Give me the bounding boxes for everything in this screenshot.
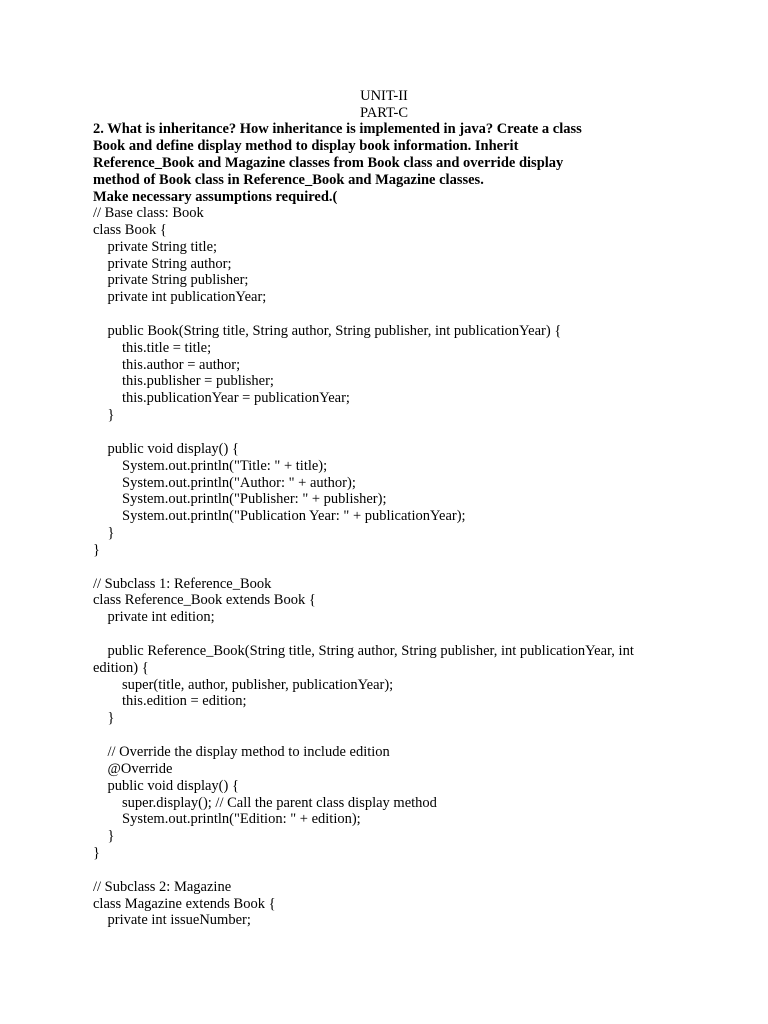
code-line: System.out.println("Edition: " + edition); (93, 811, 361, 828)
code-line (93, 306, 693, 323)
code-line: public void display() { (93, 777, 239, 794)
code-line: // Base class: Book (93, 205, 204, 221)
code-line (93, 727, 693, 744)
code-line: System.out.println("Publisher: " + publisher); (93, 491, 387, 508)
code-line: public Reference_Book(String title, String author, String publisher, int publicationYear, int (93, 642, 634, 659)
code-line: this.edition = edition; (93, 693, 247, 710)
part-heading: PART-C (359, 105, 409, 121)
code-line: System.out.println("Title: " + title); (93, 457, 328, 474)
code-line: } (93, 525, 115, 542)
code-line: // Override the display method to include edition (93, 744, 390, 760)
code-line: System.out.println("Author: " + author); (93, 474, 356, 491)
code-line: @Override (93, 760, 173, 777)
question-line: Book and define display method to display book information. Inherit (93, 137, 519, 154)
code-line: private String publisher; (93, 272, 249, 289)
code-line (93, 626, 693, 643)
code-line: public void display() { (93, 440, 239, 457)
code-line: private int edition; (93, 609, 215, 626)
code-line (93, 862, 693, 879)
code-line: edition) { (93, 659, 149, 676)
code-line: class Book { (93, 221, 167, 238)
code-line: } (93, 845, 100, 862)
code-line: // Subclass 2: Magazine (93, 878, 232, 895)
code-line: super.display(); // Call the parent class display method (93, 794, 437, 811)
question-line: Reference_Book and Magazine classes from Book class and override display (93, 154, 564, 171)
question-line: Make necessary assumptions required.( (93, 188, 338, 205)
code-line: super(title, author, publisher, publicationYear); (93, 676, 394, 693)
code-line: this.publicationYear = publicationYear; (93, 390, 350, 407)
code-line: class Magazine extends Book { (93, 895, 276, 912)
code-line: } (93, 828, 115, 845)
code-line: System.out.println("Publication Year: " + publicationYear); (93, 508, 466, 525)
code-line: public Book(String title, String author, String publisher, int publicationYear) { (93, 322, 562, 339)
unit-heading: UNIT-II (360, 88, 408, 104)
question-text (93, 121, 693, 206)
code-line: private String author; (93, 255, 232, 272)
code-line: } (93, 407, 115, 424)
code-line: this.publisher = publisher; (93, 373, 274, 390)
code-line: this.author = author; (93, 356, 241, 373)
code-line: private int publicationYear; (93, 289, 267, 306)
code-block (93, 205, 693, 929)
code-line: // Subclass 1: Reference_Book (93, 575, 272, 592)
code-line: private String title; (93, 238, 218, 255)
code-line: private int issueNumber; (93, 912, 251, 929)
code-line: } (93, 710, 115, 727)
code-line: this.title = title; (93, 339, 212, 356)
question-line: method of Book class in Reference_Book and Magazine classes. (93, 171, 484, 188)
code-line (93, 559, 693, 576)
question-line: 2. What is inheritance? How inheritance is implemented in java? Create a class (93, 121, 582, 137)
code-line: class Reference_Book extends Book { (93, 592, 316, 609)
code-line: } (93, 541, 100, 558)
code-line (93, 424, 693, 441)
